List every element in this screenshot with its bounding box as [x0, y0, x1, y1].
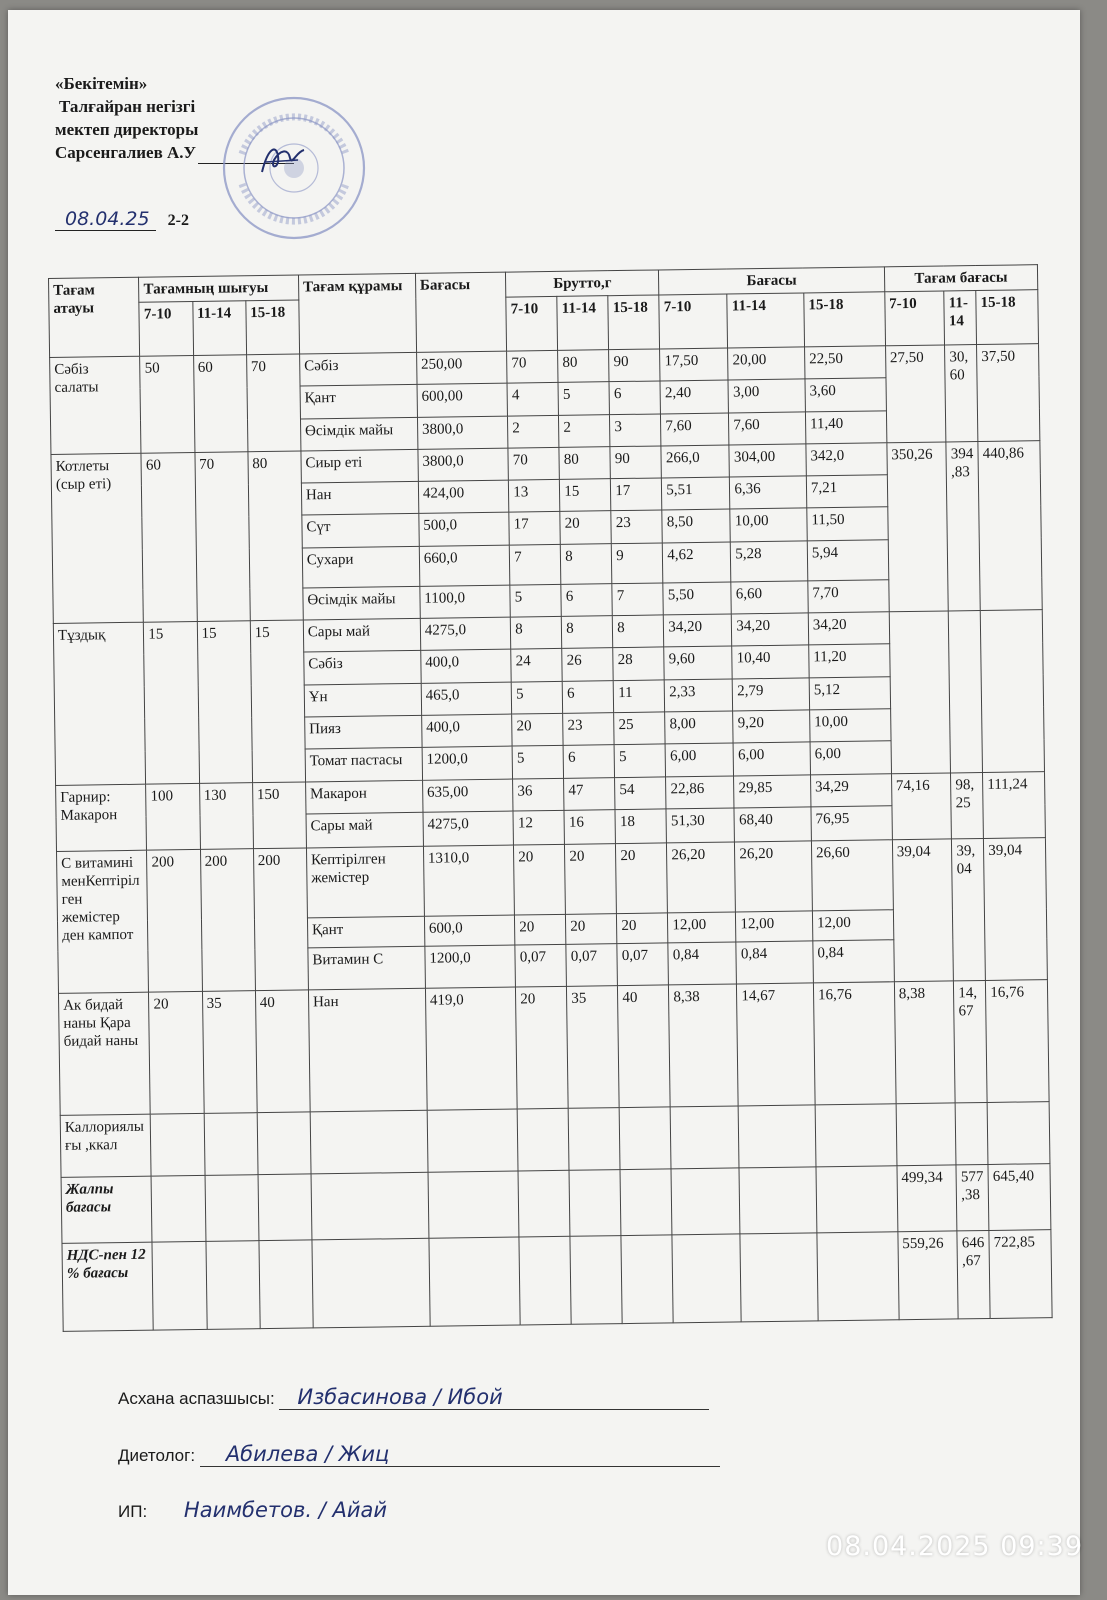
ingredient-name: Сиыр еті — [301, 449, 418, 483]
dish-yield-15-18: 80 — [248, 451, 304, 621]
cost-11-14: 6,60 — [731, 581, 808, 614]
cost-7-10: 2,33 — [664, 679, 732, 712]
brutto-11-14: 20 — [565, 844, 617, 915]
ingredient-price: 600,0 — [424, 915, 515, 946]
empty-cell — [427, 1109, 518, 1172]
dish-cost-15-18: 16,76 — [986, 980, 1050, 1103]
dish-yield-15-18: 40 — [255, 990, 310, 1113]
brutto-15-18: 23 — [611, 510, 662, 543]
header-price: Бағасы — [415, 272, 506, 352]
cost-7-10: 5,50 — [663, 582, 731, 615]
ingredient-name: Томат пастасы — [305, 748, 422, 782]
cost-11-14: 10,40 — [732, 645, 809, 678]
brutto-7-10: 20 — [515, 914, 566, 945]
brutto-15-18: 90 — [609, 349, 660, 382]
ingredient-name: Сәбіз — [299, 352, 416, 386]
brutto-7-10: 70 — [508, 447, 559, 480]
cost-7-10: 4,62 — [663, 542, 732, 583]
ingredient-price: 600,00 — [417, 383, 508, 417]
ingredient-name: Ұн — [304, 683, 421, 717]
ingredient-price: 660,0 — [419, 545, 510, 586]
dish-cost-7-10: 27,50 — [885, 345, 946, 443]
empty-cell — [204, 1113, 258, 1176]
cost-15-18: 5,12 — [809, 676, 890, 709]
cost-15-18: 34,29 — [810, 773, 891, 807]
cost-15-18: 6,00 — [810, 741, 891, 774]
cost-7-10: 12,00 — [668, 912, 736, 943]
dish-cost-7-10: 350,26 — [887, 442, 949, 612]
brutto-11-14: 0,07 — [566, 944, 618, 987]
dish-name: Сәбіз салаты — [50, 356, 142, 454]
header-yield: Тағамның шығуы — [139, 275, 299, 302]
header-cost-11-14: 11-14 — [727, 293, 804, 348]
dish-name: Гарнир: Макарон — [56, 784, 147, 852]
cost-11-14: 20,00 — [728, 347, 805, 380]
brutto-7-10: 4 — [507, 383, 558, 416]
ingredient-name: Өсімдік майы — [300, 417, 417, 451]
ingredient-name: Сары май — [303, 618, 420, 652]
brutto-7-10: 5 — [511, 681, 562, 714]
cost-11-14: 68,40 — [734, 807, 811, 842]
cost-15-18: 76,95 — [811, 806, 892, 841]
ingredient-price: 4275,0 — [420, 617, 511, 651]
dish-cost-11-14: 14,67 — [954, 980, 988, 1102]
ingredient-price: 400,0 — [422, 714, 513, 748]
empty-cell — [815, 1104, 897, 1167]
empty-cell — [152, 1241, 206, 1330]
brutto-15-18: 17 — [611, 478, 662, 511]
cost-7-10: 26,20 — [667, 842, 736, 913]
dish-name: Котлеты (сыр еті) — [51, 453, 144, 623]
ingredient-name: Өсімдік майы — [303, 586, 420, 620]
dish-name: Тұздық — [53, 622, 146, 785]
brutto-15-18: 5 — [614, 744, 665, 777]
dish-cost-15-18: 111,24 — [983, 771, 1046, 838]
brutto-15-18: 11 — [613, 680, 664, 713]
cost-15-18: 11,20 — [809, 644, 890, 677]
empty-cell — [670, 1106, 739, 1169]
brutto-11-14: 5 — [558, 382, 609, 415]
ingredient-price: 250,00 — [416, 351, 507, 385]
cost-11-14: 9,20 — [733, 710, 810, 743]
total-label: Жалпы бағасы — [61, 1176, 152, 1243]
header-brutto-11-14: 11-14 — [557, 296, 609, 351]
empty-cell — [205, 1241, 259, 1330]
empty-cell — [569, 1170, 621, 1237]
ingredient-price: 400,0 — [421, 649, 512, 683]
empty-cell — [257, 1112, 311, 1175]
brutto-11-14: 20 — [560, 511, 611, 544]
brutto-15-18: 20 — [617, 913, 668, 944]
ingredient-price: 500,0 — [419, 513, 510, 547]
dietitian-label: Диетолог: — [118, 1446, 196, 1465]
dish-yield-7-10: 15 — [144, 622, 199, 784]
brutto-7-10: 5 — [510, 584, 561, 617]
menu-code: 2-2 — [167, 212, 189, 229]
header-age-11-14: 11-14 — [192, 301, 246, 356]
dish-yield-7-10: 50 — [140, 355, 195, 453]
ingredient-price: 1310,0 — [423, 845, 514, 916]
menu-cost-table — [48, 264, 1053, 1332]
brutto-7-10: 2 — [508, 415, 559, 448]
cost-11-14: 12,00 — [736, 911, 813, 942]
ingredient-price: 4275,0 — [423, 811, 514, 846]
cost-11-14: 14,67 — [737, 983, 815, 1106]
ingredient-name: Сары май — [306, 812, 423, 848]
ingredient-price: 419,0 — [425, 987, 517, 1110]
date-block — [55, 208, 189, 230]
document-page — [8, 10, 1080, 1595]
dish-yield-11-14: 35 — [202, 991, 257, 1114]
brutto-11-14: 47 — [564, 777, 615, 810]
header-age-7-10: 7-10 — [139, 301, 193, 356]
cost-7-10: 7,60 — [661, 413, 729, 446]
brutto-7-10: 70 — [507, 350, 558, 383]
brutto-15-18: 90 — [610, 446, 661, 479]
brutto-7-10: 20 — [516, 986, 569, 1109]
dish-yield-7-10: 200 — [147, 849, 202, 992]
empty-cell — [816, 1166, 898, 1233]
school-name: Талғайран негізгі — [59, 97, 196, 116]
brutto-15-18: 6 — [609, 381, 660, 414]
dish-yield-7-10: 20 — [149, 991, 204, 1114]
cost-11-14: 5,28 — [731, 541, 808, 582]
ip-label: ИП: — [118, 1502, 148, 1521]
empty-cell — [519, 1236, 571, 1325]
ip-signature: Наимбетов. / Айай — [183, 1498, 388, 1522]
empty-cell — [259, 1240, 313, 1329]
brutto-15-18: 3 — [610, 414, 661, 447]
cost-15-18: 11,40 — [805, 410, 886, 443]
empty-cell — [739, 1105, 816, 1168]
cost-11-14: 29,85 — [734, 774, 811, 808]
dish-cost-7-10: 74,16 — [891, 773, 951, 840]
dish-yield-15-18: 200 — [253, 848, 308, 991]
brutto-11-14: 26 — [562, 648, 613, 681]
cost-15-18: 5,94 — [807, 540, 888, 581]
ingredient-name: Қант — [300, 385, 417, 419]
dish-yield-11-14: 200 — [200, 849, 255, 992]
ingredient-name: Нан — [301, 482, 418, 516]
ingredient-price: 424,00 — [418, 480, 509, 514]
brutto-11-14: 80 — [559, 447, 610, 480]
brutto-11-14: 15 — [560, 479, 611, 512]
cost-15-18: 26,60 — [811, 840, 893, 911]
cost-15-18: 16,76 — [813, 982, 896, 1105]
brutto-7-10: 36 — [513, 778, 564, 811]
vat-label: НДС-пен 12 % бағасы — [62, 1242, 154, 1331]
cost-15-18: 7,70 — [808, 580, 889, 613]
dish-cost-15-18: 39,04 — [984, 838, 1048, 981]
brutto-11-14: 20 — [566, 914, 617, 945]
ingredient-price: 3800,0 — [417, 416, 508, 450]
cost-7-10: 2,40 — [660, 380, 728, 413]
cost-7-10: 9,60 — [664, 646, 732, 679]
dish-cost-11-14: 30,60 — [945, 345, 978, 442]
brutto-15-18: 40 — [618, 985, 671, 1108]
cost-15-18: 0,84 — [813, 940, 894, 983]
header-composition: Тағам құрамы — [298, 273, 416, 354]
approval-title: «Бекітемін» — [55, 74, 148, 93]
director-name: Сарсенгалиев А.У — [55, 143, 197, 162]
header-dish-cost-11-14: 11-14 — [944, 291, 977, 345]
empty-cell — [258, 1174, 312, 1241]
empty-cell — [619, 1107, 671, 1170]
dish-name: С витамині менКептірілген жемістер ден кампот — [57, 850, 149, 993]
photo-timestamp: 08.04.2025 09:39 — [826, 1531, 1083, 1562]
ingredient-price: 465,0 — [421, 682, 512, 716]
header-dish-cost-7-10: 7-10 — [885, 291, 945, 346]
brutto-7-10: 20 — [512, 713, 563, 746]
empty-cell — [620, 1169, 672, 1236]
brutto-11-14: 23 — [563, 713, 614, 746]
dish-name: Ак бидай наны Қара бидай наны — [58, 992, 150, 1115]
total-11-14: 577,38 — [956, 1164, 989, 1230]
empty-cell — [311, 1172, 429, 1240]
dish-cost-11-14 — [949, 611, 983, 773]
dish-cost-7-10 — [889, 611, 951, 773]
cost-11-14: 304,00 — [729, 444, 806, 477]
ingredient-name: Макарон — [305, 780, 422, 814]
ingredient-price: 3800,0 — [418, 448, 509, 482]
cost-11-14: 2,79 — [733, 678, 810, 711]
header-dish-name: Тағам атауы — [49, 277, 140, 357]
header-cost: Бағасы — [659, 267, 885, 295]
cost-15-18: 342,0 — [806, 443, 887, 476]
brutto-11-14: 16 — [564, 810, 616, 845]
empty-cell — [671, 1168, 740, 1235]
empty-cell — [987, 1102, 1050, 1165]
header-brutto-15-18: 15-18 — [608, 295, 660, 350]
brutto-15-18: 0,07 — [617, 943, 669, 986]
dish-cost-11-14: 394,83 — [946, 441, 980, 611]
brutto-15-18: 8 — [613, 615, 664, 648]
cost-7-10: 8,50 — [662, 509, 730, 542]
ingredient-price: 635,00 — [422, 779, 513, 813]
brutto-15-18: 20 — [616, 843, 668, 914]
brutto-7-10: 8 — [511, 616, 562, 649]
empty-cell — [740, 1233, 818, 1322]
empty-cell — [739, 1167, 816, 1234]
header-brutto: Брутто,г — [506, 270, 659, 297]
dish-cost-15-18 — [980, 610, 1044, 772]
dietitian-signature-row — [118, 1442, 720, 1467]
ingredient-name: Сүт — [302, 514, 419, 548]
empty-cell — [310, 1110, 428, 1174]
cost-15-18: 3,60 — [805, 378, 886, 411]
dish-cost-11-14: 98,25 — [951, 772, 984, 839]
empty-cell — [151, 1175, 205, 1242]
empty-cell — [817, 1232, 899, 1321]
empty-cell — [568, 1108, 620, 1171]
dish-yield-11-14: 130 — [199, 782, 253, 849]
ingredient-name: Пияз — [305, 715, 422, 749]
director-signature-icon — [258, 142, 308, 178]
dish-cost-15-18: 37,50 — [977, 344, 1040, 442]
cost-11-14: 3,00 — [728, 379, 805, 412]
dish-yield-7-10: 60 — [141, 452, 197, 622]
dish-yield-15-18: 15 — [250, 620, 305, 782]
vat-total-11-14: 646,67 — [957, 1230, 990, 1318]
cost-15-18: 10,00 — [810, 709, 891, 742]
empty-cell — [205, 1175, 259, 1242]
cost-7-10: 0,84 — [668, 942, 737, 985]
empty-cell — [672, 1234, 741, 1323]
brutto-7-10: 17 — [509, 512, 560, 545]
dietitian-signature: Абилева / Жиц — [225, 1442, 390, 1466]
ingredient-name: Нан — [308, 988, 427, 1112]
total-15-18: 645,40 — [988, 1164, 1051, 1231]
ip-signature-row — [118, 1498, 387, 1522]
dish-cost-7-10: 39,04 — [892, 839, 954, 982]
dish-yield-11-14: 60 — [193, 355, 248, 453]
ingredient-price: 1100,0 — [420, 585, 511, 619]
cook-signature: Избасинова / Ибой — [297, 1385, 503, 1409]
total-7-10: 499,34 — [897, 1165, 957, 1232]
brutto-7-10: 0,07 — [515, 944, 567, 987]
brutto-11-14: 8 — [561, 543, 613, 584]
brutto-7-10: 7 — [510, 544, 562, 585]
empty-cell — [896, 1103, 956, 1166]
cost-11-14: 6,36 — [730, 476, 807, 509]
brutto-7-10: 5 — [512, 746, 563, 779]
dish-cost-7-10: 8,38 — [894, 981, 955, 1104]
cost-7-10: 17,50 — [660, 348, 728, 381]
ingredient-name: Қант — [307, 916, 424, 948]
empty-cell — [429, 1237, 521, 1326]
brutto-7-10: 20 — [514, 844, 566, 915]
cost-15-18: 7,21 — [806, 475, 887, 508]
brutto-11-14: 6 — [561, 583, 612, 616]
brutto-7-10: 13 — [509, 480, 560, 513]
cost-15-18: 22,50 — [804, 346, 885, 379]
dish-yield-11-14: 70 — [194, 452, 250, 622]
cook-label: Асхана аспазшысы: — [118, 1389, 275, 1408]
cost-7-10: 51,30 — [666, 808, 735, 843]
cost-7-10: 22,86 — [666, 776, 734, 809]
cook-signature-row — [118, 1385, 709, 1410]
header-dish-cost-15-18: 15-18 — [976, 290, 1039, 345]
empty-cell — [570, 1236, 622, 1325]
vat-total-7-10: 559,26 — [898, 1231, 959, 1320]
ingredient-price: 1200,0 — [425, 945, 516, 988]
brutto-15-18: 7 — [612, 583, 663, 616]
ingredient-name: Кептірілген жемістер — [306, 846, 424, 918]
brutto-15-18: 25 — [614, 712, 665, 745]
header-brutto-7-10: 7-10 — [506, 296, 558, 351]
cost-7-10: 8,38 — [669, 984, 739, 1107]
cost-15-18: 34,20 — [808, 612, 889, 645]
empty-cell — [428, 1171, 519, 1238]
brutto-11-14: 6 — [563, 745, 614, 778]
dish-cost-15-18: 440,86 — [978, 441, 1042, 611]
cost-7-10: 5,51 — [662, 477, 730, 510]
empty-cell — [955, 1102, 988, 1164]
cost-11-14: 26,20 — [735, 841, 813, 912]
cost-7-10: 34,20 — [664, 614, 732, 647]
empty-cell — [517, 1108, 569, 1171]
brutto-15-18: 54 — [615, 776, 666, 809]
brutto-15-18: 18 — [615, 809, 667, 844]
director-title: мектеп директоры — [55, 120, 199, 139]
cost-7-10: 8,00 — [665, 711, 733, 744]
brutto-11-14: 80 — [558, 350, 609, 383]
vat-total-15-18: 722,85 — [989, 1230, 1052, 1319]
empty-cell — [621, 1235, 673, 1324]
cost-11-14: 0,84 — [736, 941, 813, 984]
brutto-7-10: 24 — [511, 649, 562, 682]
ingredient-name: Сухари — [302, 546, 420, 588]
dish-cost-11-14: 39,04 — [952, 838, 986, 980]
header-dish-cost: Тағам бағасы — [884, 265, 1038, 292]
cost-11-14: 10,00 — [730, 508, 807, 541]
header-age-15-18: 15-18 — [246, 300, 300, 355]
cost-11-14: 6,00 — [733, 742, 810, 775]
empty-cell — [312, 1238, 430, 1328]
brutto-11-14: 8 — [562, 616, 613, 649]
cost-15-18: 12,00 — [812, 910, 893, 941]
empty-cell — [151, 1113, 205, 1176]
ingredient-price: 1200,0 — [422, 746, 513, 780]
brutto-7-10: 12 — [513, 810, 565, 845]
dish-yield-7-10: 100 — [146, 783, 200, 850]
empty-cell — [518, 1170, 570, 1237]
dish-yield-11-14: 15 — [197, 621, 252, 783]
ingredient-name: Витамин С — [308, 946, 426, 990]
handwritten-date: 08.04.25 — [55, 208, 156, 231]
brutto-11-14: 2 — [559, 414, 610, 447]
calories-label: Каллориялығы ,ккал — [60, 1114, 151, 1177]
dish-yield-15-18: 150 — [252, 782, 306, 849]
brutto-15-18: 9 — [612, 543, 664, 584]
cost-7-10: 266,0 — [661, 445, 729, 478]
header-cost-7-10: 7-10 — [659, 294, 728, 349]
brutto-11-14: 35 — [567, 986, 620, 1109]
cost-11-14: 7,60 — [729, 412, 806, 445]
brutto-11-14: 6 — [562, 680, 613, 713]
brutto-15-18: 28 — [613, 647, 664, 680]
cost-15-18: 11,50 — [807, 507, 888, 540]
dish-yield-15-18: 70 — [246, 354, 301, 452]
ingredient-name: Сәбіз — [304, 651, 421, 685]
cost-7-10: 6,00 — [665, 743, 733, 776]
cost-11-14: 34,20 — [732, 613, 809, 646]
header-cost-15-18: 15-18 — [804, 292, 886, 347]
